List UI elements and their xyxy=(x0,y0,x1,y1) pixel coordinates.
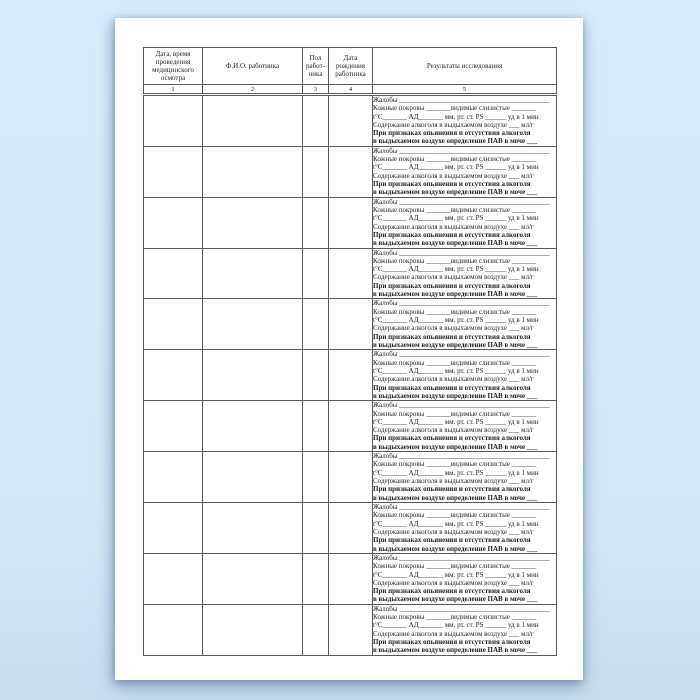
result-line: Жалобы ___________________________________________ xyxy=(373,299,550,308)
empty-cell-worker-sex xyxy=(303,146,329,197)
result-line: t°С_______ АД_______ мм. рт. ст. PS ______ уд в 1 мин xyxy=(373,214,539,223)
header-label-row xyxy=(144,48,557,85)
result-line: Содержание алкоголя в выдыхаемом воздухе ___ мл/г xyxy=(373,120,534,129)
empty-cell-worker-sex xyxy=(303,248,329,299)
empty-cell-worker-birthdate xyxy=(329,95,373,147)
empty-cell-exam-datetime xyxy=(144,95,203,147)
result-line: При признаках опьянения и отсутствия алкоголя xyxy=(373,179,531,188)
empty-cell-exam-datetime xyxy=(144,604,203,655)
empty-cell-worker-birthdate xyxy=(329,350,373,401)
header-number-row xyxy=(144,85,557,95)
result-line: Содержание алкоголя в выдыхаемом воздухе ___ мл/г xyxy=(373,171,534,180)
empty-cell-exam-datetime xyxy=(144,299,203,350)
empty-cell-exam-datetime xyxy=(144,197,203,248)
result-line: При признаках опьянения и отсутствия алкоголя xyxy=(373,129,531,138)
results-cell xyxy=(373,197,557,248)
result-line: Содержание алкоголя в выдыхаемом воздухе ___ мл/г xyxy=(373,375,534,384)
result-line: в выдыхаемом воздухе определение ПАВ в моче ___ xyxy=(373,188,538,197)
table-row xyxy=(144,350,557,401)
result-line: При признаках опьянения и отсутствия алкоголя xyxy=(373,485,531,494)
results-cell xyxy=(373,452,557,503)
empty-cell-worker-name xyxy=(203,299,303,350)
empty-cell-worker-name xyxy=(203,146,303,197)
empty-cell-worker-sex xyxy=(303,350,329,401)
result-line: в выдыхаемом воздухе определение ПАВ в моче ___ xyxy=(373,137,538,146)
results-cell xyxy=(373,146,557,197)
journal-table-body xyxy=(144,95,557,656)
result-line: Содержание алкоголя в выдыхаемом воздухе ___ мл/г xyxy=(373,222,534,231)
empty-cell-worker-sex xyxy=(303,401,329,452)
result-line: t°С_______ АД_______ мм. рт. ст. PS ______ уд в 1 мин xyxy=(373,316,539,325)
result-line: в выдыхаемом воздухе определение ПАВ в моче ___ xyxy=(373,391,538,400)
column-header-exam-results: Результаты исследования xyxy=(373,48,557,85)
result-line: При признаках опьянения и отсутствия алкоголя xyxy=(373,587,531,596)
result-line: При признаках опьянения и отсутствия алкоголя xyxy=(373,281,531,290)
empty-cell-worker-sex xyxy=(303,553,329,604)
empty-cell-exam-datetime xyxy=(144,350,203,401)
result-line: При признаках опьянения и отсутствия алкоголя xyxy=(373,434,531,443)
results-cell xyxy=(373,95,557,147)
result-line: в выдыхаемом воздухе определение ПАВ в моче ___ xyxy=(373,340,538,349)
empty-cell-worker-name xyxy=(203,553,303,604)
result-line: Кожные покровы _______видимые слизистые _______ xyxy=(373,256,537,265)
results-cell xyxy=(373,553,557,604)
empty-cell-worker-birthdate xyxy=(329,248,373,299)
empty-cell-worker-birthdate xyxy=(329,503,373,554)
result-line: Кожные покровы _______видимые слизистые _______ xyxy=(373,511,537,520)
result-line: Кожные покровы _______видимые слизистые _______ xyxy=(373,205,537,214)
results-cell xyxy=(373,604,557,655)
result-line: Кожные покровы _______видимые слизистые _______ xyxy=(373,307,537,316)
table-row xyxy=(144,299,557,350)
result-line: Кожные покровы _______видимые слизистые _______ xyxy=(373,104,537,113)
empty-cell-exam-datetime xyxy=(144,452,203,503)
column-number-1: 1 xyxy=(144,85,203,95)
result-line: Кожные покровы _______видимые слизистые _______ xyxy=(373,613,537,622)
result-line: Кожные покровы _______видимые слизистые _______ xyxy=(373,460,537,469)
empty-cell-worker-birthdate xyxy=(329,604,373,655)
table-row xyxy=(144,197,557,248)
results-cell xyxy=(373,503,557,554)
document-page xyxy=(115,18,583,680)
result-line: в выдыхаемом воздухе определение ПАВ в моче ___ xyxy=(373,595,538,604)
result-line: Содержание алкоголя в выдыхаемом воздухе ___ мл/г xyxy=(373,426,534,435)
result-line: Содержание алкоголя в выдыхаемом воздухе ___ мл/г xyxy=(373,273,534,282)
results-cell xyxy=(373,401,557,452)
result-line: t°С_______ АД_______ мм. рт. ст. PS ______ уд в 1 мин xyxy=(373,265,539,274)
table-row xyxy=(144,503,557,554)
result-line: Жалобы ___________________________________________ xyxy=(373,146,550,155)
column-number-4: 4 xyxy=(329,85,373,95)
column-header-worker-sex: Пол работ-ника xyxy=(303,48,329,85)
results-cell xyxy=(373,299,557,350)
empty-cell-worker-birthdate xyxy=(329,452,373,503)
empty-cell-worker-birthdate xyxy=(329,401,373,452)
empty-cell-worker-name xyxy=(203,401,303,452)
result-line: Жалобы ___________________________________________ xyxy=(373,197,550,206)
empty-cell-worker-name xyxy=(203,604,303,655)
result-line: При признаках опьянения и отсутствия алкоголя xyxy=(373,230,531,239)
result-line: При признаках опьянения и отсутствия алкоголя xyxy=(373,536,531,545)
column-number-2: 2 xyxy=(203,85,303,95)
result-line: t°С_______ АД_______ мм. рт. ст. PS ______ уд в 1 мин xyxy=(373,112,539,121)
table-row xyxy=(144,248,557,299)
table-row xyxy=(144,95,557,147)
empty-cell-worker-name xyxy=(203,95,303,147)
column-header-worker-name: Ф.И.О. работника xyxy=(203,48,303,85)
empty-cell-exam-datetime xyxy=(144,553,203,604)
result-line: t°С_______ АД_______ мм. рт. ст. PS ______ уд в 1 мин xyxy=(373,468,539,477)
result-line: Содержание алкоголя в выдыхаемом воздухе ___ мл/г xyxy=(373,629,534,638)
result-line: Жалобы ___________________________________________ xyxy=(373,248,550,257)
results-cell xyxy=(373,248,557,299)
empty-cell-worker-name xyxy=(203,350,303,401)
empty-cell-worker-name xyxy=(203,503,303,554)
result-line: Кожные покровы _______видимые слизистые _______ xyxy=(373,358,537,367)
table-row xyxy=(144,553,557,604)
table-row xyxy=(144,452,557,503)
result-line: Кожные покровы _______видимые слизистые _______ xyxy=(373,409,537,418)
result-line: Жалобы ___________________________________________ xyxy=(373,553,550,562)
result-line: Содержание алкоголя в выдыхаемом воздухе ___ мл/г xyxy=(373,578,534,587)
result-line: t°С_______ АД_______ мм. рт. ст. PS ______ уд в 1 мин xyxy=(373,163,539,172)
empty-cell-exam-datetime xyxy=(144,401,203,452)
empty-cell-worker-name xyxy=(203,248,303,299)
table-row xyxy=(144,401,557,452)
result-line: При признаках опьянения и отсутствия алкоголя xyxy=(373,332,531,341)
result-line: Жалобы ___________________________________________ xyxy=(373,503,550,512)
result-line: Жалобы ___________________________________________ xyxy=(373,96,550,104)
empty-cell-worker-name xyxy=(203,452,303,503)
empty-cell-exam-datetime xyxy=(144,146,203,197)
result-line: Содержание алкоголя в выдыхаемом воздухе ___ мл/г xyxy=(373,324,534,333)
result-line: Жалобы ___________________________________________ xyxy=(373,452,550,461)
result-line: в выдыхаемом воздухе определение ПАВ в моче ___ xyxy=(373,646,538,655)
empty-cell-worker-sex xyxy=(303,503,329,554)
empty-cell-worker-birthdate xyxy=(329,299,373,350)
result-line: t°С_______ АД_______ мм. рт. ст. PS ______ уд в 1 мин xyxy=(373,570,539,579)
result-line: Жалобы ___________________________________________ xyxy=(373,350,550,359)
empty-cell-worker-sex xyxy=(303,197,329,248)
empty-cell-worker-sex xyxy=(303,452,329,503)
result-line: в выдыхаемом воздухе определение ПАВ в моче ___ xyxy=(373,290,538,299)
result-line: в выдыхаемом воздухе определение ПАВ в моче ___ xyxy=(373,442,538,451)
empty-cell-worker-birthdate xyxy=(329,197,373,248)
empty-cell-worker-name xyxy=(203,197,303,248)
result-line: t°С_______ АД_______ мм. рт. ст. PS ______ уд в 1 мин xyxy=(373,621,539,630)
empty-cell-worker-birthdate xyxy=(329,146,373,197)
result-line: При признаках опьянения и отсутствия алкоголя xyxy=(373,383,531,392)
result-line: t°С_______ АД_______ мм. рт. ст. PS ______ уд в 1 мин xyxy=(373,417,539,426)
result-line: t°С_______ АД_______ мм. рт. ст. PS ______ уд в 1 мин xyxy=(373,519,539,528)
result-line: в выдыхаемом воздухе определение ПАВ в моче ___ xyxy=(373,239,538,248)
column-number-3: 3 xyxy=(303,85,329,95)
result-line: Кожные покровы _______видимые слизистые _______ xyxy=(373,155,537,164)
column-header-worker-birthdate: Дата рождения работника xyxy=(329,48,373,85)
result-line: Жалобы ___________________________________________ xyxy=(373,604,550,613)
table-row xyxy=(144,146,557,197)
empty-cell-worker-sex xyxy=(303,299,329,350)
result-line: Жалобы ___________________________________________ xyxy=(373,401,550,410)
result-line: Содержание алкоголя в выдыхаемом воздухе ___ мл/г xyxy=(373,477,534,486)
result-line: Содержание алкоголя в выдыхаемом воздухе ___ мл/г xyxy=(373,527,534,536)
empty-cell-exam-datetime xyxy=(144,503,203,554)
table-header xyxy=(144,48,557,95)
result-line: в выдыхаемом воздухе определение ПАВ в моче ___ xyxy=(373,493,538,502)
result-line: в выдыхаемом воздухе определение ПАВ в моче ___ xyxy=(373,544,538,553)
result-line: Кожные покровы _______видимые слизистые _______ xyxy=(373,562,537,571)
results-cell xyxy=(373,350,557,401)
result-line: При признаках опьянения и отсутствия алкоголя xyxy=(373,637,531,646)
empty-cell-worker-sex xyxy=(303,95,329,147)
column-header-exam-datetime: Дата, время проведения медицинского осмотра xyxy=(144,48,203,85)
empty-cell-worker-birthdate xyxy=(329,553,373,604)
result-line: t°С_______ АД_______ мм. рт. ст. PS ______ уд в 1 мин xyxy=(373,366,539,375)
column-number-5: 5 xyxy=(373,85,557,95)
table-row xyxy=(144,604,557,655)
medical-exam-journal-table xyxy=(143,47,557,656)
empty-cell-exam-datetime xyxy=(144,248,203,299)
empty-cell-worker-sex xyxy=(303,604,329,655)
